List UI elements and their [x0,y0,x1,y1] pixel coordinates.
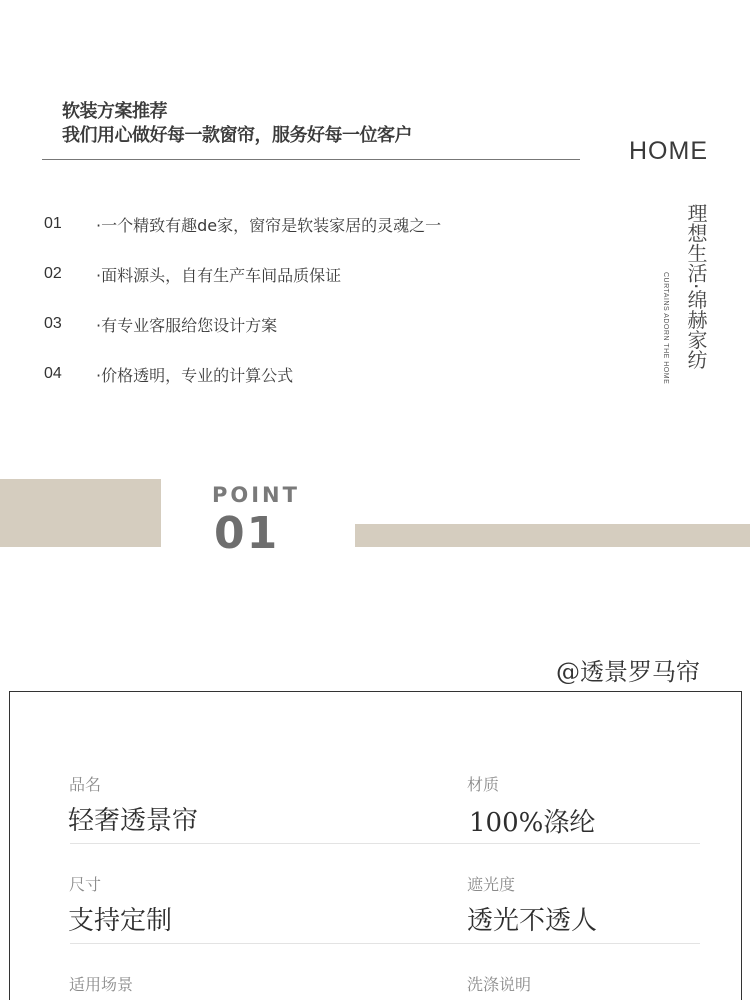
brand-slogan-vertical: 理想生活·绵赫家纺 [684,203,708,370]
section-label: POINT [212,483,300,507]
section-number: 01 [214,508,280,559]
list-item-text: ·有专业客服给您设计方案 [96,315,278,335]
brand-slogan-english: CURTAINS ADORN THE HOME [662,272,669,385]
list-item-number: 03 [44,315,62,332]
decorative-bar-right [355,524,750,547]
spec-name-label: 品名 [69,775,102,794]
list-item-number: 02 [44,265,62,282]
list-item [44,213,441,235]
decorative-bar-left [0,479,161,547]
list-item [44,313,277,335]
spec-name-value: 轻奢透景帘 [68,806,199,836]
list-item-text: ·一个精致有趣de家，窗帘是软装家居的灵魂之一 [96,215,442,235]
spec-material-label: 材质 [467,775,500,794]
spec-shading-value: 透光不透人 [467,906,598,936]
list-item [44,363,293,385]
heading-divider [42,159,580,160]
spec-size-label: 尺寸 [69,875,102,894]
spec-divider [70,843,700,844]
spec-divider [70,943,700,944]
home-wordmark: HOME [629,137,708,165]
list-item [44,263,341,285]
spec-wash-label: 洗涤说明 [467,975,532,994]
list-item-number: 01 [44,215,62,232]
spec-material-value: 100%涤纶 [469,808,596,838]
spec-shading-label: 遮光度 [467,875,516,894]
spec-size-value: 支持定制 [68,906,173,936]
spec-usage-label: 适用场景 [69,975,134,994]
product-tag: @透景罗马帘 [556,658,700,686]
heading-title: 软装方案推荐 [62,101,167,122]
heading-subtitle: 我们用心做好每一款窗帘，服务好每一位客户 [62,125,412,146]
list-item-text: ·面料源头，自有生产车间品质保证 [96,265,342,285]
list-item-text: ·价格透明，专业的计算公式 [96,365,294,385]
list-item-number: 04 [44,365,62,382]
intro-heading [62,100,412,148]
spec-card [9,691,742,1000]
